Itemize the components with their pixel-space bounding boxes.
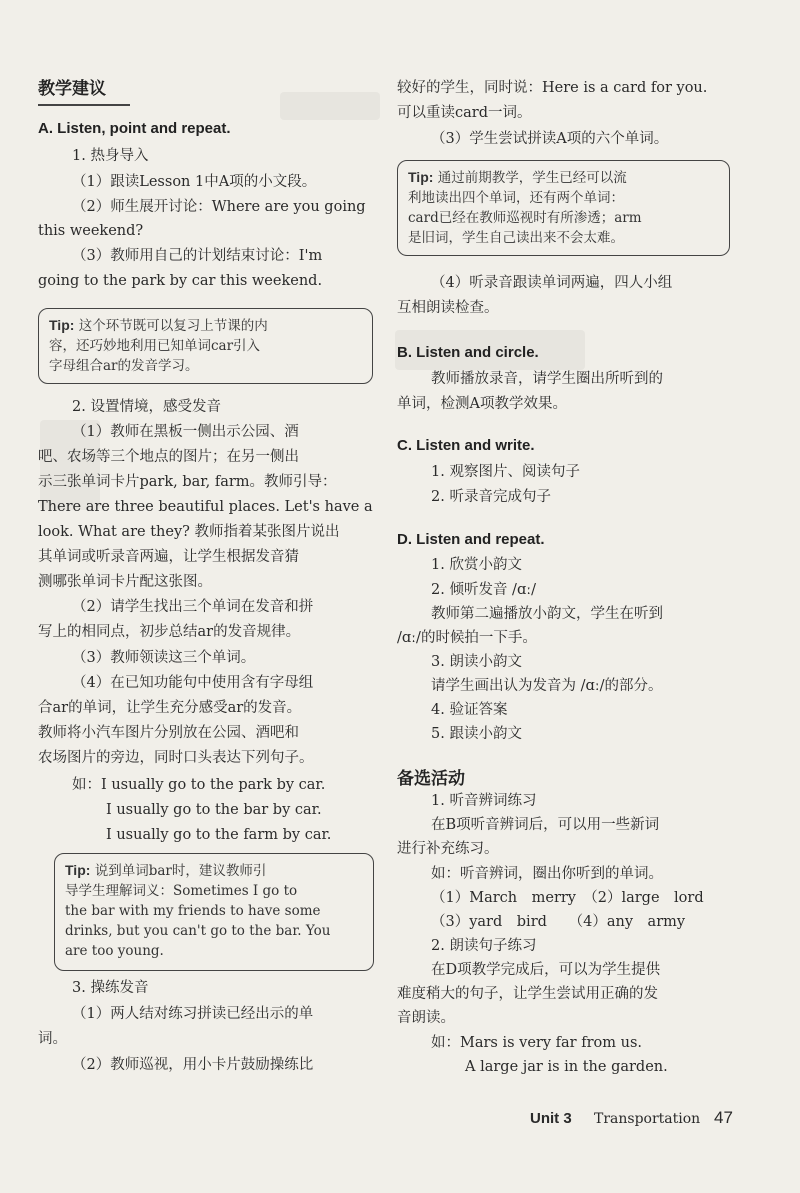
tip-line — [408, 167, 719, 188]
tip-box — [38, 308, 373, 384]
example-line: I usually go to the bar by car. — [106, 802, 322, 818]
text-line: 难度稍大的句子，让学生尝试用正确的发 — [397, 986, 658, 1002]
text-line: 4. 验证答案 — [431, 702, 508, 718]
footer-unit-name: Transportation — [594, 1111, 701, 1127]
text-line: （2）请学生找出三个单词在发音和拼 — [72, 599, 314, 615]
section-b-heading: B. Listen and circle. — [397, 344, 539, 361]
text-line: 进行补充练习。 — [397, 841, 499, 857]
tip-line: 容，还巧妙地利用已知单词car引入 — [49, 338, 261, 354]
text-line: 合ar的单词，让学生充分感受ar的发音。 — [38, 700, 302, 716]
text-line: 2. 设置情境，感受发音 — [72, 399, 221, 415]
text-line: 请学生画出认为发音为 /ɑː/的部分。 — [431, 678, 663, 694]
text-line: 在D项教学完成后，可以为学生提供 — [431, 962, 661, 978]
footer-unit-label: Unit 3 — [530, 1110, 572, 1127]
tip-line: are too young. — [65, 943, 164, 959]
text-line: （4）听录音跟读单词两遍，四人小组 — [431, 275, 673, 291]
text-line: 2. 倾听发音 /ɑː/ — [431, 582, 536, 598]
tip-line: the bar with my friends to have some — [65, 903, 321, 919]
text-line: 农场图片的旁边，同时口头表达下列句子。 — [38, 750, 314, 766]
text-line: （2）师生展开讨论：Where are you going — [72, 199, 366, 215]
tip-box — [54, 853, 374, 971]
text-line: 教师第二遍播放小韵文，学生在听到 — [431, 606, 663, 622]
text-line: （2）教师巡视，用小卡片鼓励操练比 — [72, 1057, 314, 1073]
tip-text: 这个环节既可以复习上节课的内 — [78, 318, 268, 334]
section-a-heading: A. Listen, point and repeat. — [38, 120, 231, 137]
text-line: （3）教师用自己的计划结束讨论：I'm — [72, 248, 323, 264]
text-line: （1）两人结对练习拼读已经出示的单 — [72, 1006, 314, 1022]
text-line: 1. 听音辨词练习 — [431, 793, 537, 809]
tip-line: card已经在教师巡视时有所渗透；arm — [408, 210, 642, 226]
text-line: 3. 操练发音 — [72, 980, 149, 996]
tip-line: 利地读出四个单词，还有两个单词： — [408, 190, 624, 206]
tip-line: drinks, but you can't go to the bar. You — [65, 923, 331, 939]
example-line: 如：Mars is very far from us. — [431, 1035, 642, 1051]
text-line: 2. 朗读句子练习 — [431, 938, 537, 954]
text-line: 测哪张单词卡片配这张图。 — [38, 574, 212, 590]
text-line: 较好的学生，同时说：Here is a card for you. — [397, 80, 708, 96]
tip-line: 导学生理解词义：Sometimes I go to — [65, 883, 298, 899]
text-line: look. What are they? 教师指着某张图片说出 — [38, 524, 340, 540]
example-line: A large jar is in the garden. — [465, 1059, 668, 1075]
text-line: 在B项听音辨词后，可以用一些新词 — [431, 817, 660, 833]
text-line: （3）学生尝试拼读A项的六个单词。 — [431, 131, 669, 147]
text-line: 如：听音辨词，圈出你听到的单词。 — [431, 866, 663, 882]
text-line: There are three beautiful places. Let's have a — [38, 499, 373, 515]
text-line: 5. 跟读小韵文 — [431, 726, 522, 742]
tip-line — [65, 860, 363, 881]
text-line: 教师将小汽车图片分别放在公园、酒吧和 — [38, 725, 299, 741]
text-line: 1. 热身导入 — [72, 148, 149, 164]
tip-text: 说到单词bar时，建议教师引 — [94, 863, 267, 879]
text-line: （3）教师领读这三个单词。 — [72, 650, 256, 666]
text-line: 1. 观察图片、阅读句子 — [431, 464, 580, 480]
bleed-through-mark — [280, 92, 380, 120]
tip-line — [49, 315, 362, 336]
text-line: 示三张单词卡片park, bar, farm。教师引导： — [38, 474, 337, 490]
text-line: （1）教师在黑板一侧出示公园、酒 — [72, 424, 299, 440]
extra-activities-title: 备选活动 — [397, 769, 465, 789]
tip-label: Tip: — [408, 169, 434, 185]
tip-box — [397, 160, 730, 256]
tip-label: Tip: — [65, 862, 91, 878]
word-pair-line: （1）March merry （2）large lord — [431, 890, 704, 906]
text-line: 词。 — [38, 1031, 67, 1047]
text-line: 音朗读。 — [397, 1010, 455, 1026]
text-line: 互相朗读检查。 — [397, 300, 499, 316]
page-number: 47 — [714, 1108, 733, 1127]
text-line: 写上的相同点，初步总结ar的发音规律。 — [38, 624, 301, 640]
text-line: 1. 欣赏小韵文 — [431, 557, 522, 573]
example-line: I usually go to the farm by car. — [106, 827, 332, 843]
text-line: 可以重读card一词。 — [397, 105, 532, 121]
text-line: 教师播放录音，请学生圈出所听到的 — [431, 371, 663, 387]
text-line: （4）在已知功能句中使用含有字母组 — [72, 675, 314, 691]
text-line: this weekend? — [38, 223, 144, 239]
section-d-heading: D. Listen and repeat. — [397, 531, 545, 548]
page-title: 教学建议 — [38, 74, 130, 106]
text-line: going to the park by car this weekend. — [38, 273, 323, 289]
word-pair-line: （3）yard bird （4）any army — [431, 914, 686, 930]
section-c-heading: C. Listen and write. — [397, 437, 535, 454]
text-line: 3. 朗读小韵文 — [431, 654, 522, 670]
tip-line: 字母组合ar的发音学习。 — [49, 358, 199, 374]
text-line: /ɑː/的时候拍一下手。 — [397, 630, 537, 646]
text-line: 吧、农场等三个地点的图片；在另一侧出 — [38, 449, 299, 465]
text-line: 其单词或听录音两遍，让学生根据发音猜 — [38, 549, 299, 565]
tip-line: 是旧词，学生自己读出来不会太难。 — [408, 230, 624, 246]
text-line: （1）跟读Lesson 1中A项的小文段。 — [72, 174, 317, 190]
example-line: 如：I usually go to the park by car. — [72, 777, 326, 793]
text-line: 单词，检测A项教学效果。 — [397, 396, 567, 412]
tip-text: 通过前期教学，学生已经可以流 — [437, 170, 627, 186]
tip-label: Tip: — [49, 317, 75, 333]
text-line: 2. 听录音完成句子 — [431, 489, 551, 505]
